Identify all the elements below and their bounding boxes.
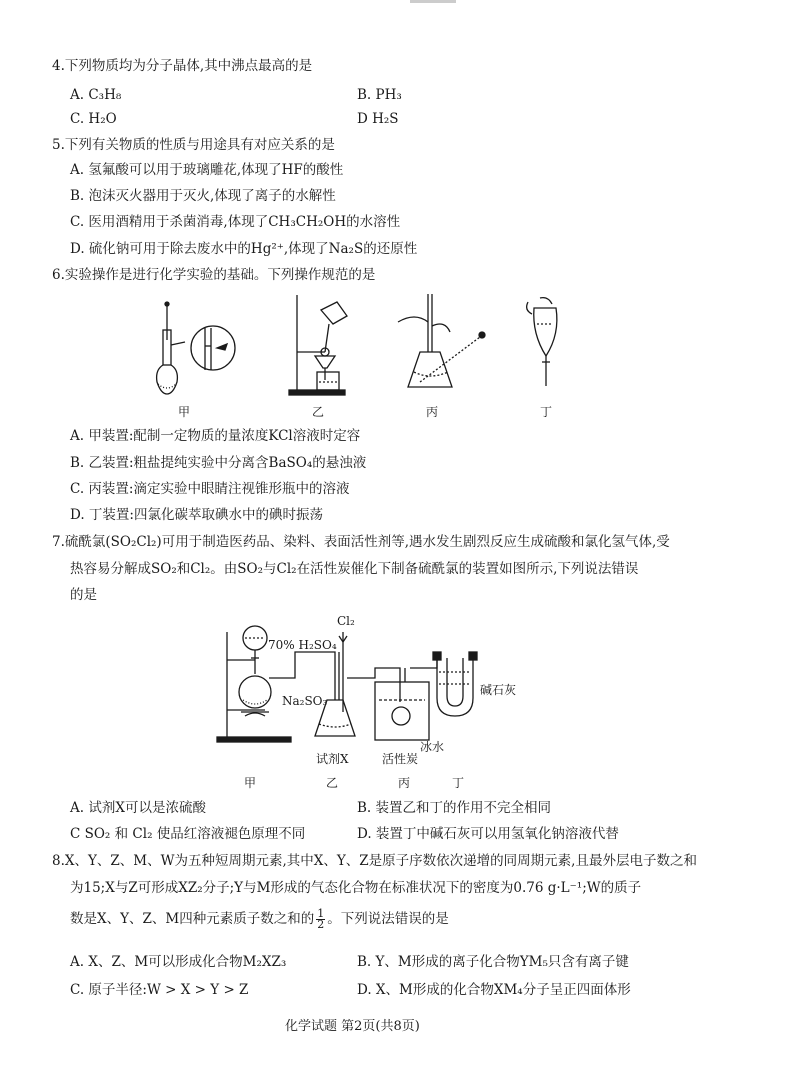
q6-label-yi: 乙 [312, 405, 325, 419]
q7-option-b: B. 装置乙和丁的作用不完全相同 [357, 800, 552, 816]
q8-stem-line3 [70, 909, 449, 930]
q6-label-jia: 甲 [178, 405, 191, 419]
q8-stem-line2: 为15;X与Z可形成XZ₂分子;Y与M形成的气态化合物在标准状况下的密度为0.76 g·L⁻¹;W的质子 [70, 880, 642, 896]
q5-stem: 5.下列有关物质的性质与用途具有对应关系的是 [52, 137, 335, 153]
q7-fig-ice-water-label: 冰水 [420, 740, 445, 754]
q7-label-yi: 乙 [326, 776, 339, 790]
q7-fig-na2so3-label: Na₂SO₃ [282, 694, 328, 708]
q7-stem-line1: 7.硫酰氯(SO₂Cl₂)可用于制造医药品、染料、表面活性剂等,遇水发生剧烈反应生成硫酸和氯化氢气体,受 [52, 534, 670, 550]
scan-mark [410, 0, 456, 3]
q6-figure-jia [155, 300, 245, 400]
q4-option-a: A. C₃H₈ [70, 87, 122, 103]
page-footer: 化学试题 第2页(共8页) [285, 1019, 420, 1034]
q8-option-c: C. 原子半径:W > X > Y > Z [70, 982, 249, 998]
q5-option-d: D. 硫化钠可用于除去废水中的Hg²⁺,体现了Na₂S的还原性 [70, 241, 418, 257]
q6-label-ding: 丁 [540, 405, 553, 419]
q6-figure-ding [520, 294, 570, 394]
q5-option-c: C. 医用酒精用于杀菌消毒,体现了CH₃CH₂OH的水溶性 [70, 214, 401, 230]
q5-option-b: B. 泡沫灭火器用于灭火,体现了离子的水解性 [70, 188, 336, 204]
q7-label-jia: 甲 [244, 776, 257, 790]
q8-option-d: D. X、M形成的化合物XM₄分子呈正四面体形 [357, 982, 631, 998]
fraction-numerator: 1 [317, 907, 325, 920]
q7-label-ding: 丁 [452, 776, 465, 790]
q6-figure-yi [285, 290, 355, 400]
q7-fig-cl2-label: Cl₂ [337, 614, 355, 628]
q7-option-c: C SO₂ 和 Cl₂ 使品红溶液褪色原理不同 [70, 826, 306, 842]
q4-option-c: C. H₂O [70, 111, 117, 127]
q7-option-d: D. 装置丁中碱石灰可以用氢氧化钠溶液代替 [357, 826, 619, 842]
q7-stem-line3: 的是 [70, 587, 97, 603]
q7-fig-charcoal-label: 活性炭 [382, 752, 419, 766]
q4-stem: 4.下列物质均为分子晶体,其中沸点最高的是 [52, 58, 313, 74]
q7-apparatus-figure [215, 612, 515, 752]
q6-option-c: C. 丙装置:滴定实验中眼睛注视锥形瓶中的溶液 [70, 481, 350, 497]
q6-option-a: A. 甲装置:配制一定物质的量浓度KCl溶液时定容 [70, 428, 361, 444]
q7-option-a: A. 试剂X可以是浓硫酸 [70, 800, 206, 816]
q6-option-d: D. 丁装置:四氯化碳萃取碘水中的碘时振荡 [70, 507, 323, 523]
q8-option-a: A. X、Z、M可以形成化合物M₂XZ₃ [70, 954, 287, 970]
q7-fig-soda-lime-label: 碱石灰 [480, 683, 517, 697]
q8-stem-line3-a: 数是X、Y、Z、M四种元素质子数之和的 [70, 911, 315, 927]
q7-label-bing: 丙 [398, 776, 411, 790]
q8-stem-line3-b: 。下列说法错误的是 [327, 911, 449, 927]
q7-stem-line2: 热容易分解成SO₂和Cl₂。由SO₂与Cl₂在活性炭催化下制备硫酰氯的装置如图所示,下列说法错误 [70, 561, 639, 577]
fraction [316, 909, 325, 930]
q6-stem: 6.实验操作是进行化学实验的基础。下列操作规范的是 [52, 267, 376, 283]
q8-stem-line1: 8.X、Y、Z、M、W为五种短周期元素,其中X、Y、Z是原子序数依次递增的同周期元素,且最外层电子数之和 [52, 853, 697, 869]
fraction-denominator: 2 [317, 918, 325, 931]
q5-option-a: A. 氢氟酸可以用于玻璃雕花,体现了HF的酸性 [70, 162, 344, 178]
q7-fig-acid-label: 70% H₂SO₄ [268, 638, 337, 652]
q8-option-b: B. Y、M形成的离子化合物YM₅只含有离子键 [357, 954, 629, 970]
q7-fig-reagent-x-label: 试剂X [316, 752, 349, 766]
q6-figure-bing [390, 292, 500, 392]
q4-option-b: B. PH₃ [357, 87, 402, 103]
q6-label-bing: 丙 [426, 405, 439, 419]
q4-option-d: D H₂S [357, 111, 399, 127]
q6-option-b: B. 乙装置:粗盐提纯实验中分离含BaSO₄的悬浊液 [70, 455, 367, 471]
